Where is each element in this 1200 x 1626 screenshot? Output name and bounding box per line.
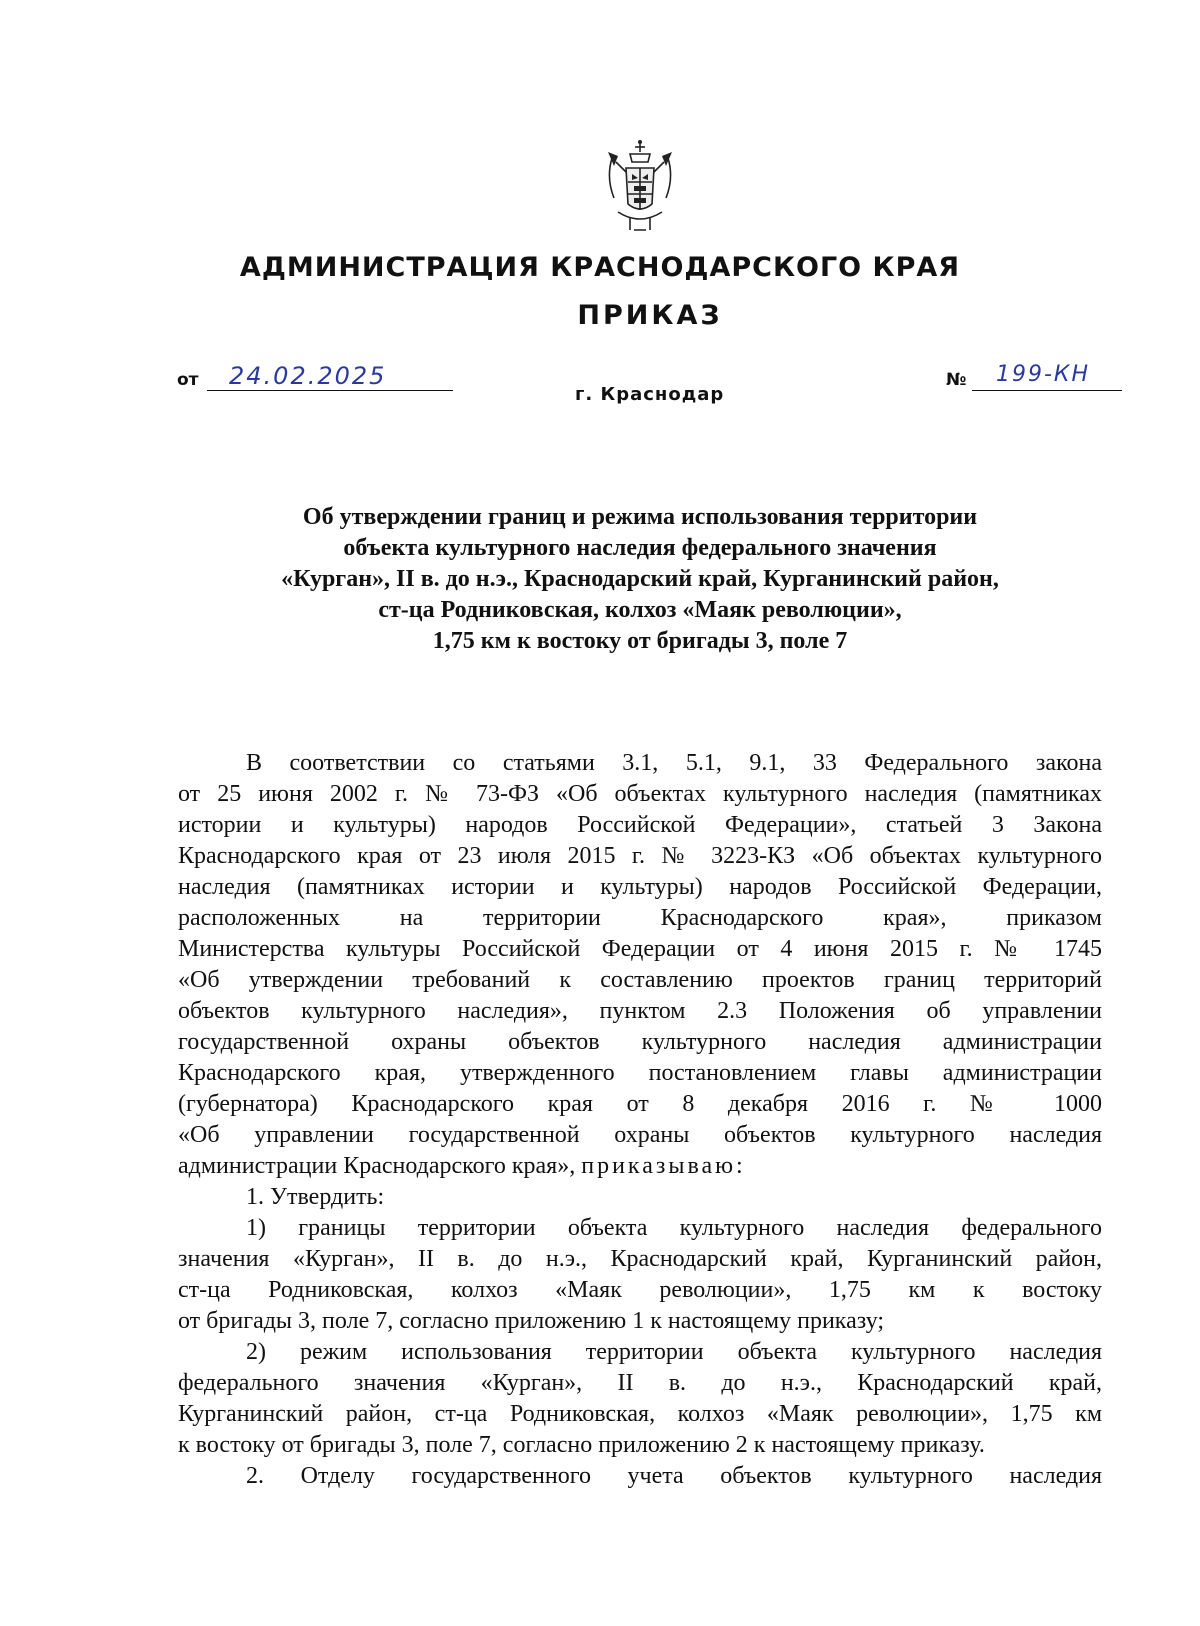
title-line: ст-ца Родниковская, колхоз «Маяк революции», (378, 597, 902, 623)
body-line: к востоку от бригады 3, поле 7, согласно приложению 2 к настоящему приказу. (178, 1432, 985, 1458)
number-prefix: № (946, 370, 967, 390)
body-line: от бригады 3, поле 7, согласно приложению 1 к настоящему приказу; (178, 1308, 885, 1334)
body-line: (губернатора) Краснодарского края от 8 декабря 2016 г. № 1000 (178, 1091, 1102, 1117)
body-line: ст-ца Родниковская, колхоз «Маяк революции», 1,75 км к востоку (178, 1277, 1102, 1303)
document-title (180, 502, 1100, 657)
body-line: Курганинский район, ст-ца Родниковская, колхоз «Маяк революции», 1,75 км (178, 1401, 1102, 1427)
title-line: «Курган», II в. до н.э., Краснодарский край, Курганинский район, (281, 566, 999, 592)
city: г. Краснодар (575, 384, 725, 405)
item-1: 1. Утвердить: (246, 1184, 385, 1210)
document-body (178, 748, 1102, 1492)
date-prefix: от (177, 370, 199, 390)
body-line: истории и культуры) народов Российской Федерации», статьей 3 Закона (178, 812, 1102, 838)
body-line: В соответствии со статьями 3.1, 5.1, 9.1, 33 Федерального закона (246, 750, 1102, 776)
date-field (177, 364, 457, 394)
order-word: приказываю: (581, 1153, 746, 1179)
body-line: «Об утверждении требований к составлению проектов границ территорий (178, 967, 1102, 993)
body-line: расположенных на территории Краснодарского края», приказом (178, 905, 1102, 931)
title-line: 1,75 км к востоку от бригады 3, поле 7 (432, 628, 848, 654)
body-line: федерального значения «Курган», II в. до н.э., Краснодарский край, (178, 1370, 1102, 1396)
body-line (178, 1151, 1102, 1182)
body-line: Краснодарского края, утвержденного постановлением главы администрации (178, 1060, 1102, 1086)
body-line: значения «Курган», II в. до н.э., Краснодарский край, Курганинский район, (178, 1246, 1102, 1272)
body-line: Краснодарского края от 23 июля 2015 г. № 3223-КЗ «Об объектах культурного (178, 843, 1102, 869)
preamble-end: администрации Краснодарского края», (178, 1153, 576, 1179)
body-line: государственной охраны объектов культурного наследия администрации (178, 1029, 1102, 1055)
number-underline (972, 390, 1122, 391)
title-line: Об утверждении границ и режима использования территории (302, 504, 978, 530)
body-line: 1) границы территории объекта культурного наследия федерального (246, 1215, 1102, 1241)
body-line: Министерства культуры Российской Федерации от 4 июня 2015 г. № 1745 (178, 936, 1102, 962)
handwritten-date: 24.02.2025 (229, 362, 387, 390)
item-2: 2. Отделу государственного учета объектов культурного наследия (246, 1463, 1102, 1489)
date-underline (207, 390, 453, 391)
document-type: ПРИКАЗ (577, 300, 723, 331)
body-line: объектов культурного наследия», пунктом 2.3 Положения об управлении (178, 998, 1102, 1024)
number-field (946, 364, 1126, 394)
handwritten-number: 199-КН (996, 362, 1091, 387)
body-line: наследия (памятниках истории и культуры) народов Российской Федерации, (178, 874, 1102, 900)
organization-name: АДМИНИСТРАЦИЯ КРАСНОДАРСКОГО КРАЯ (239, 252, 961, 283)
body-line: от 25 июня 2002 г. № 73-ФЗ «Об объектах культурного наследия (памятниках (178, 781, 1102, 807)
title-line: объекта культурного наследия федерального значения (343, 535, 937, 561)
body-line: «Об управлении государственной охраны объектов культурного наследия (178, 1122, 1102, 1148)
body-line: 2) режим использования территории объекта культурного наследия (246, 1339, 1102, 1365)
coat-of-arms-emblem (604, 138, 676, 234)
